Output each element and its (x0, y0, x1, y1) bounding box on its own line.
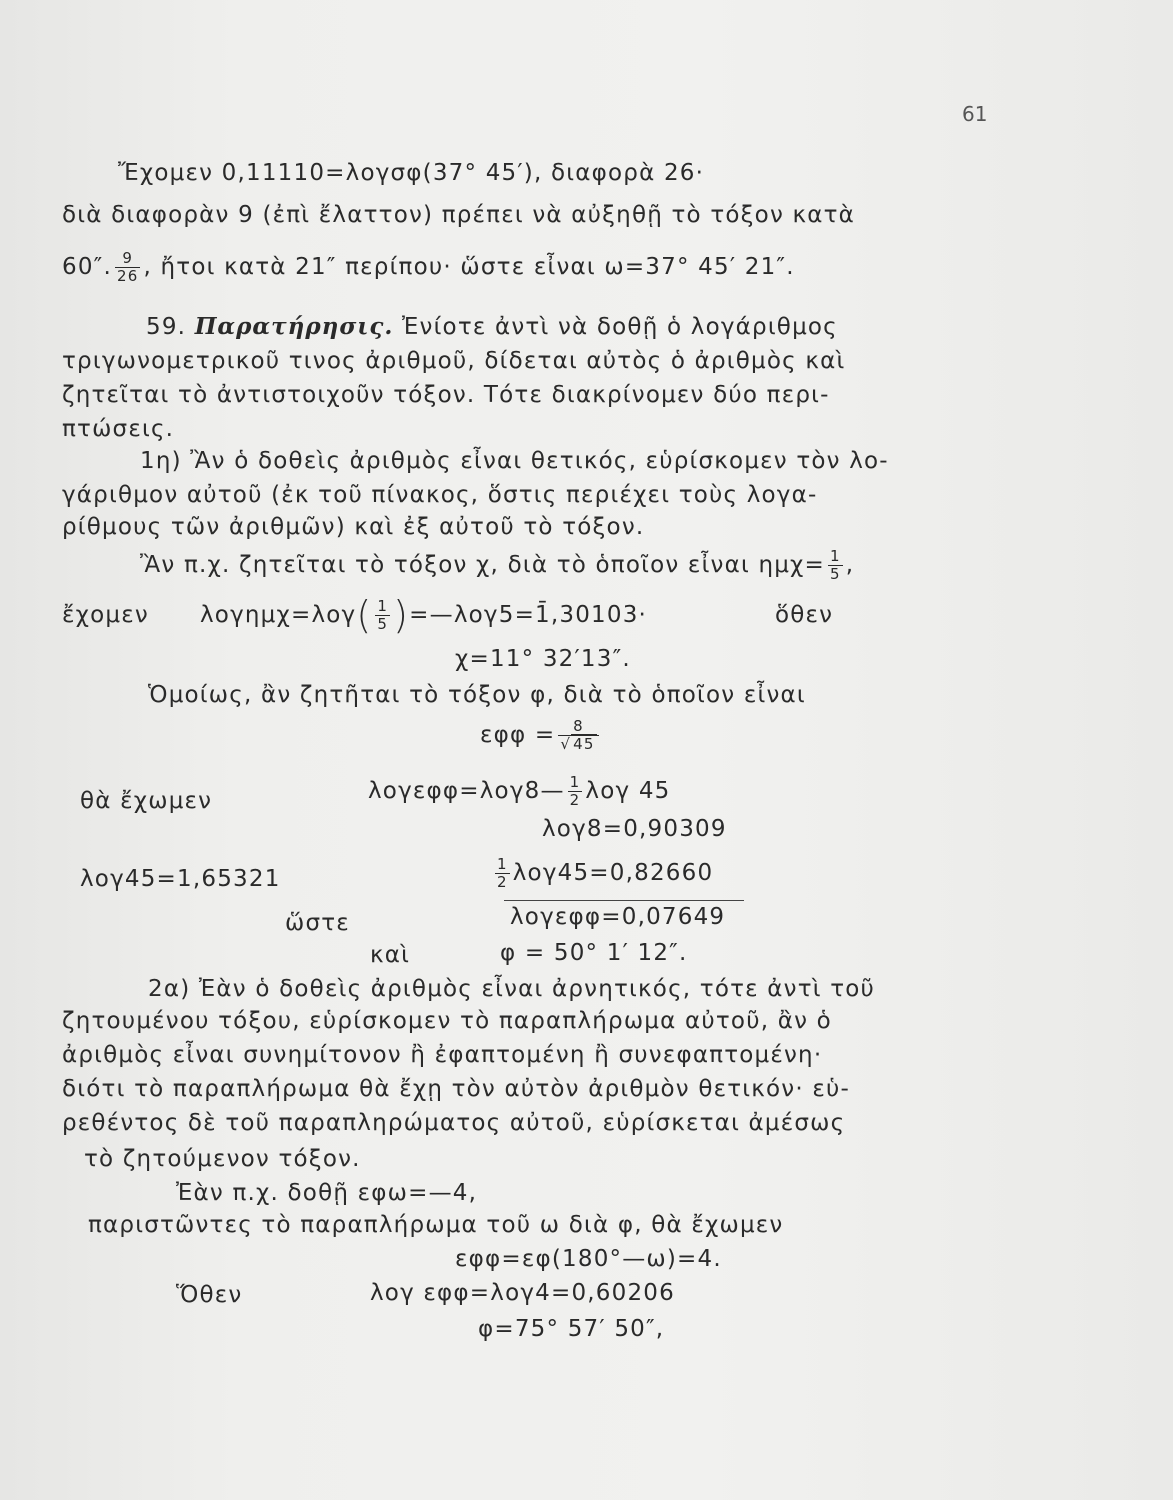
text-line (62, 250, 795, 285)
text-line: Ἔχομεν 0,11110=λογσφ(37° 45′), διαφορὰ 26· (118, 160, 705, 186)
fraction (568, 774, 583, 809)
fraction (828, 548, 843, 583)
text-fragment: 60″. (62, 254, 112, 280)
text-line: ζητεῖται τὸ ἀντιστοιχοῦν τόξον. Τότε διακρίνομεν δύο περι- (62, 382, 830, 408)
fraction (558, 718, 598, 753)
text-line: γάριθμον αὐτοῦ (ἐκ τοῦ πίνακος, ὅστις περιέχει τοὺς λογα- (62, 482, 818, 508)
text-line: ὅθεν (775, 602, 834, 628)
text-line: ρεθέντος δὲ τοῦ παραπληρώματος αὐτοῦ, εὑρίσκεται ἀμέσως (62, 1110, 846, 1136)
numerator: 1 (497, 855, 508, 873)
equation: λογεφφ=0,07649 (510, 904, 726, 930)
equation (492, 856, 713, 891)
equation: λογ8=0,90309 (542, 816, 727, 842)
text-line: Ὅθεν (176, 1282, 243, 1308)
equation: χ=11° 32′13″. (455, 646, 631, 672)
radicand: 45 (573, 735, 595, 753)
fraction (375, 598, 390, 633)
text-line: 2α) Ἐὰν ὁ δοθεὶς ἀριθμὸς εἶναι ἀρνητικός, τότε ἀντὶ τοῦ (148, 976, 876, 1002)
numerator: 8 (558, 718, 598, 736)
text-line: ζητουμένου τόξου, εὑρίσκομεν τὸ παραπλήρωμα αὐτοῦ, ἂν ὁ (62, 1008, 832, 1034)
text-line: 1η) Ἂν ὁ δοθεὶς ἀριθμὸς εἶναι θετικός, εὑρίσκομεν τὸν λο- (140, 448, 889, 474)
numerator: 1 (377, 597, 389, 615)
text-line: θὰ ἔχωμεν (80, 788, 213, 814)
section-title: Παρατήρησις. (194, 313, 394, 340)
text-line: ὥστε (285, 910, 350, 936)
text-line: Ἐὰν π.χ. δοθῇ εφω=—4, (176, 1180, 478, 1206)
text-line: ἔχομεν (62, 602, 149, 628)
text-fragment: Ἐνίοτε ἀντὶ νὰ δοθῇ ὁ λογάριθμος (401, 314, 838, 340)
denominator: 5 (377, 615, 389, 633)
text-line (140, 548, 854, 583)
equation: λογ45=1,65321 (80, 866, 281, 892)
denominator: 2 (569, 791, 581, 809)
text-fragment: , (845, 552, 855, 578)
fraction (115, 250, 141, 285)
equation: εφφ=εφ(180°—ω)=4. (455, 1246, 722, 1272)
text-line: διότι τὸ παραπλήρωμα θὰ ἔχῃ τὸν αὐτὸν ἀριθμὸν θετικόν· εὑ- (62, 1076, 850, 1102)
numerator: 1 (569, 773, 581, 791)
equation: λογ εφφ=λογ4=0,60206 (370, 1280, 675, 1306)
text-fragment: λογ45=0,82660 (512, 860, 714, 886)
section-heading-line (146, 312, 838, 342)
page-number: 61 (962, 102, 988, 126)
open-paren: ( (356, 593, 373, 637)
denominator: 5 (830, 565, 841, 583)
text-fragment: λογημχ=λογ (200, 602, 357, 628)
text-fragment: Ἂν π.χ. ζητεῖται τὸ τόξον χ, διὰ τὸ ὁποῖον εἶναι ημχ= (140, 552, 826, 578)
fraction (495, 856, 510, 891)
text-line: καὶ (370, 942, 411, 968)
sqrt: √ 45 (560, 735, 595, 753)
text-line: ἀριθμὸς εἶναι συνημίτονον ἢ ἐφαπτομένη ἢ συνεφαπτομένη· (62, 1042, 823, 1068)
text-line: τὸ ζητούμενον τόξον. (84, 1146, 361, 1172)
text-line: Ὁμοίως, ἂν ζητῆται τὸ τόξον φ, διὰ τὸ ὁποῖον εἶναι (148, 682, 806, 708)
text-fragment: , ἤτοι κατὰ 21″ περίπου· ὥστε εἶναι ω=37° 45′ 21″. (143, 254, 795, 280)
text-fragment: εφφ = (480, 722, 556, 748)
text-line: πτώσεις. (62, 416, 175, 442)
text-line: διὰ διαφορὰν 9 (ἐπὶ ἔλαττον) πρέπει νὰ αὐξηθῇ τὸ τόξον κατὰ (62, 202, 856, 228)
text-line: ρίθμους τῶν ἀριθμῶν) καὶ ἐξ αὐτοῦ τὸ τόξον. (62, 514, 645, 540)
equation (480, 718, 602, 753)
sum-rule (504, 900, 744, 901)
text-fragment: λογ 45 (585, 778, 671, 804)
close-paren: ) (393, 593, 410, 637)
denominator: 2 (497, 873, 508, 891)
numerator: 9 (115, 250, 141, 268)
denominator (558, 736, 598, 753)
text-fragment: =—λογ5=1̄,30103· (409, 602, 648, 628)
equation: φ = 50° 1′ 12″. (500, 940, 688, 966)
text-line: τριγωνομετρικοῦ τινος ἀριθμοῦ, δίδεται αὐτὸς ὁ ἀριθμὸς καὶ (62, 348, 846, 374)
numerator: 1 (830, 547, 841, 565)
equation: φ=75° 57′ 50″, (478, 1316, 665, 1342)
equation (368, 774, 671, 809)
section-number: 59. (146, 314, 187, 340)
equation (200, 593, 648, 637)
denominator: 26 (116, 267, 139, 285)
text-fragment: λογεφφ=λογ8— (368, 778, 565, 804)
text-line: παριστῶντες τὸ παραπλήρωμα τοῦ ω διὰ φ, θὰ ἔχωμεν (88, 1212, 784, 1238)
